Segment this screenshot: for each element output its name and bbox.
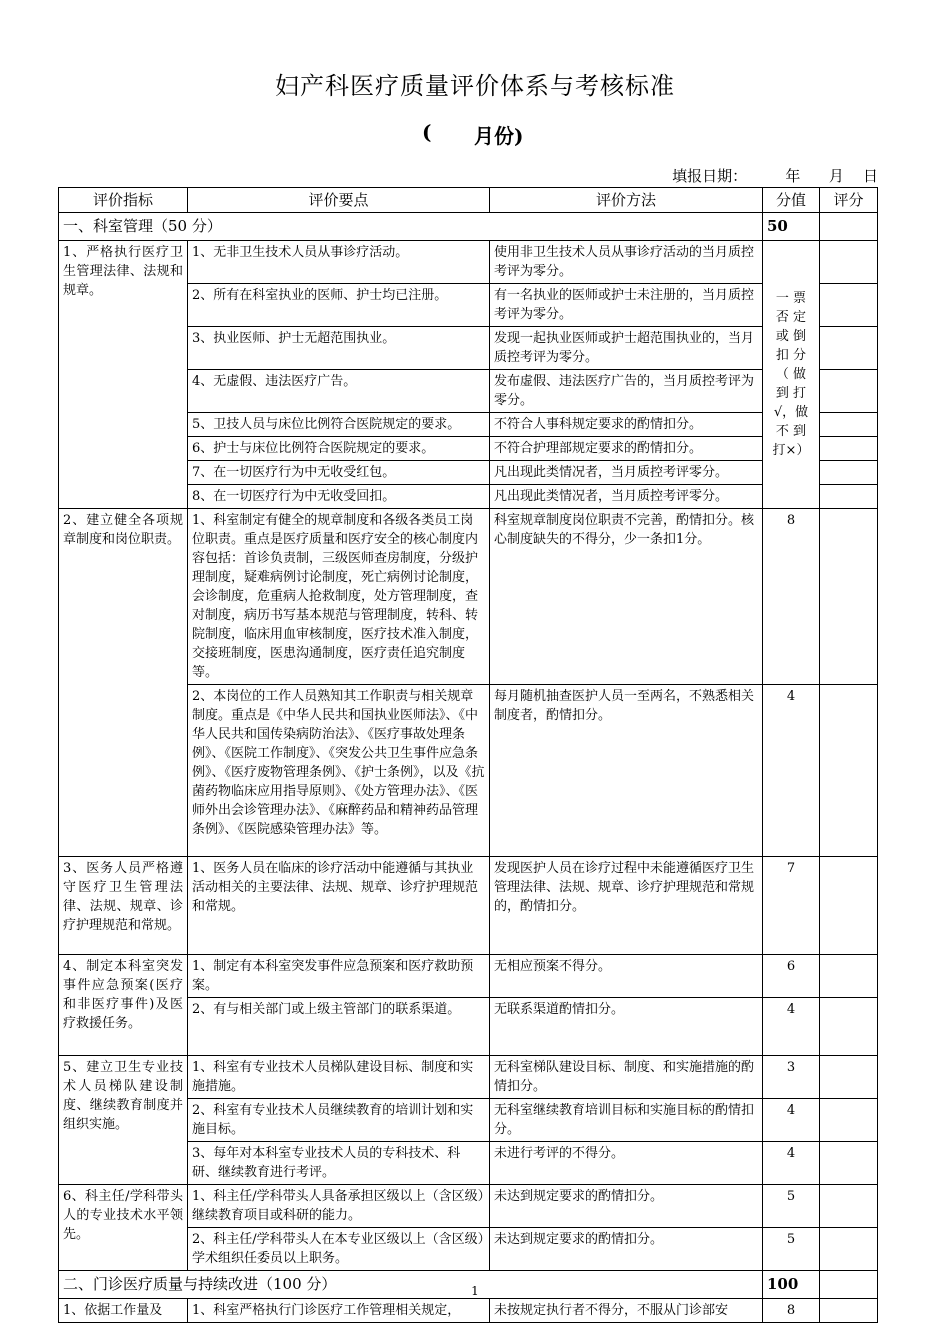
point-cell: 2、科主任/学科带头人在本专业区级以上（含区级）学术组织任委员以上职务。 (188, 1228, 490, 1271)
table-row (59, 1299, 878, 1323)
score-cell: 8 (763, 1299, 820, 1323)
indicator-cell: 6、科主任/学科带头人的专业技术水平领先。 (59, 1185, 188, 1271)
rating-cell[interactable] (820, 437, 878, 461)
method-cell: 未达到规定要求的酌情扣分。 (490, 1185, 763, 1228)
method-cell: 未按规定执行者不得分，不服从门诊部安 (490, 1299, 763, 1323)
point-cell: 2、本岗位的工作人员熟知其工作职责与相关规章制度。重点是《中华人民共和国执业医师法》、《中华人民共和国传染病防治法》、《医疗事故处理条例》、《医院工作制度》、《突发公共卫生事件应急条例》、《医疗废物管理条例》、《护士条例》，以及《抗菌药物临床应用指导原则》、《处方管理办法》、《医师外出会诊管理办法》、《麻醉药品和精神药品管理条例》、《医院感染管理办法》等。 (188, 685, 490, 857)
indicator-cell: 3、医务人员严格遵守医疗卫生管理法律、法规、规章、诊疗护理规范和常规。 (59, 857, 188, 955)
rating-cell[interactable] (820, 413, 878, 437)
point-cell: 1、无非卫生技术人员从事诊疗活动。 (188, 241, 490, 284)
method-cell: 科室规章制度岗位职责不完善，酌情扣分。核心制度缺失的不得分，少一条扣1分。 (490, 509, 763, 685)
method-cell: 未达到规定要求的酌情扣分。 (490, 1228, 763, 1271)
rating-cell[interactable] (820, 509, 878, 685)
method-cell: 无联系渠道酌情扣分。 (490, 998, 763, 1056)
score-cell: 5 (763, 1228, 820, 1271)
fill-date-line: 填报日期： 年 月 日 (672, 167, 878, 185)
rating-cell[interactable] (820, 857, 878, 955)
page-number: 1 (471, 1284, 479, 1298)
header-row (59, 188, 878, 213)
header-point: 评价要点 (188, 188, 490, 213)
indicator-cell: 2、建立健全各项规章制度和岗位职责。 (59, 509, 188, 857)
point-cell: 1、科室制定有健全的规章制度和各级各类员工岗位职责。重点是医疗质量和医疗安全的核心制度内容包括：首诊负责制，三级医师查房制度，分级护理制度，疑难病例讨论制度，死亡病例讨论制度，会诊制度，危重病人抢救制度，处方管理制度，查对制度，病历书写基本规范与管理制度，转科、转院制度，临床用血审核制度，医疗技术准入制度，交接班制度，医患沟通制度，医疗责任追究制度等。 (188, 509, 490, 685)
method-cell: 每月随机抽查医护人员一至两名，不熟悉相关制度者，酌情扣分。 (490, 685, 763, 857)
rating-cell[interactable] (820, 485, 878, 509)
method-cell: 凡出现此类情况者，当月质控考评零分。 (490, 485, 763, 509)
table-row (59, 241, 878, 284)
point-cell: 1、科室有专业技术人员梯队建设目标、制度和实施措施。 (188, 1056, 490, 1099)
score-cell: 8 (763, 509, 820, 685)
point-cell: 1、医务人员在临床的诊疗活动中能遵循与其执业活动相关的主要法律、法规、规章、诊疗护理规范和常规。 (188, 857, 490, 955)
section-score: 100 (763, 1271, 820, 1299)
subtitle-paren: ( (422, 120, 432, 144)
point-cell: 3、每年对本科室专业技术人员的专科技术、科研、继续教育进行考评。 (188, 1142, 490, 1185)
point-cell: 2、所有在科室执业的医师、护士均已注册。 (188, 284, 490, 327)
indicator-cell: 1、依据工作量及 (59, 1299, 188, 1323)
rating-cell[interactable] (820, 1099, 878, 1142)
indicator-cell: 4、制定本科室突发事件应急预案(医疗和非医疗事件)及医疗救援任务。 (59, 955, 188, 1056)
rating-cell[interactable] (820, 327, 878, 370)
rating-cell[interactable] (820, 998, 878, 1056)
method-cell: 无相应预案不得分。 (490, 955, 763, 998)
point-cell: 2、有与相关部门或上级主管部门的联系渠道。 (188, 998, 490, 1056)
score-cell: 4 (763, 998, 820, 1056)
score-cell: 3 (763, 1056, 820, 1099)
rating-cell[interactable] (820, 955, 878, 998)
header-method: 评价方法 (490, 188, 763, 213)
score-cell: 6 (763, 955, 820, 998)
point-cell: 1、科主任/学科带头人具备承担区级以上（含区级）继续教育项目或科研的能力。 (188, 1185, 490, 1228)
subtitle-month: 月份) (474, 124, 524, 148)
point-cell: 3、执业医师、护士无超范围执业。 (188, 327, 490, 370)
method-cell: 不符合护理部规定要求的酌情扣分。 (490, 437, 763, 461)
rating-cell[interactable] (820, 461, 878, 485)
method-cell: 发现一起执业医师或护士超范围执业的，当月质控考评为零分。 (490, 327, 763, 370)
section-row (59, 213, 878, 241)
score-cell: 4 (763, 685, 820, 857)
method-cell: 凡出现此类情况者，当月质控考评零分。 (490, 461, 763, 485)
table-row (59, 857, 878, 955)
method-cell: 有一名执业的医师或护士未注册的，当月质控考评为零分。 (490, 284, 763, 327)
point-cell: 1、制定有本科室突发事件应急预案和医疗救助预案。 (188, 955, 490, 998)
indicator-cell: 1、严格执行医疗卫生管理法律、法规和规章。 (59, 241, 188, 509)
rating-cell[interactable] (820, 241, 878, 284)
table-row (59, 1056, 878, 1099)
rating-cell[interactable] (820, 213, 878, 241)
indicator-cell: 5、建立卫生专业技术人员梯队建设制度、继续教育制度并组织实施。 (59, 1056, 188, 1185)
section-title: 一、科室管理（50 分） (59, 213, 763, 241)
method-cell: 发布虚假、违法医疗广告的，当月质控考评为零分。 (490, 370, 763, 413)
section-title: 二、门诊医疗质量与持续改进（100 分） (59, 1271, 763, 1299)
point-cell: 4、无虚假、违法医疗广告。 (188, 370, 490, 413)
point-cell: 5、卫技人员与床位比例符合医院规定的要求。 (188, 413, 490, 437)
score-cell: 4 (763, 1099, 820, 1142)
method-cell: 不符合人事科规定要求的酌情扣分。 (490, 413, 763, 437)
table-row (59, 1185, 878, 1228)
document-title: 妇产科医疗质量评价体系与考核标准 (275, 72, 675, 100)
rating-cell[interactable] (820, 1142, 878, 1185)
method-cell: 发现医护人员在诊疗过程中未能遵循医疗卫生管理法律、法规、规章、诊疗护理规范和常规的，酌情扣分。 (490, 857, 763, 955)
header-rating: 评分 (820, 188, 878, 213)
score-cell: 4 (763, 1142, 820, 1185)
header-score: 分值 (763, 188, 820, 213)
method-cell: 无科室梯队建设目标、制度、和实施措施的酌情扣分。 (490, 1056, 763, 1099)
method-cell: 使用非卫生技术人员从事诊疗活动的当月质控考评为零分。 (490, 241, 763, 284)
rating-cell[interactable] (820, 370, 878, 413)
rating-cell[interactable] (820, 1228, 878, 1271)
section-score: 50 (763, 213, 820, 241)
method-cell: 未进行考评的不得分。 (490, 1142, 763, 1185)
method-cell: 无科室继续教育培训目标和实施目标的酌情扣分。 (490, 1099, 763, 1142)
score-cell: 7 (763, 857, 820, 955)
table-row (59, 509, 878, 685)
point-cell: 1、科室严格执行门诊医疗工作管理相关规定， (188, 1299, 490, 1323)
evaluation-table (58, 187, 878, 1323)
veto-note: 一 票 否 定 或 倒 扣 分 （ 做 到 打 √，做 不 到 打×） (763, 241, 820, 509)
rating-cell[interactable] (820, 284, 878, 327)
rating-cell[interactable] (820, 1299, 878, 1323)
rating-cell[interactable] (820, 685, 878, 857)
header-indicator: 评价指标 (59, 188, 188, 213)
table-row (59, 955, 878, 998)
point-cell: 6、护士与床位比例符合医院规定的要求。 (188, 437, 490, 461)
point-cell: 8、在一切医疗行为中无收受回扣。 (188, 485, 490, 509)
point-cell: 2、科室有专业技术人员继续教育的培训计划和实施目标。 (188, 1099, 490, 1142)
score-cell: 5 (763, 1185, 820, 1228)
rating-cell[interactable] (820, 1056, 878, 1099)
rating-cell[interactable] (820, 1185, 878, 1228)
point-cell: 7、在一切医疗行为中无收受红包。 (188, 461, 490, 485)
